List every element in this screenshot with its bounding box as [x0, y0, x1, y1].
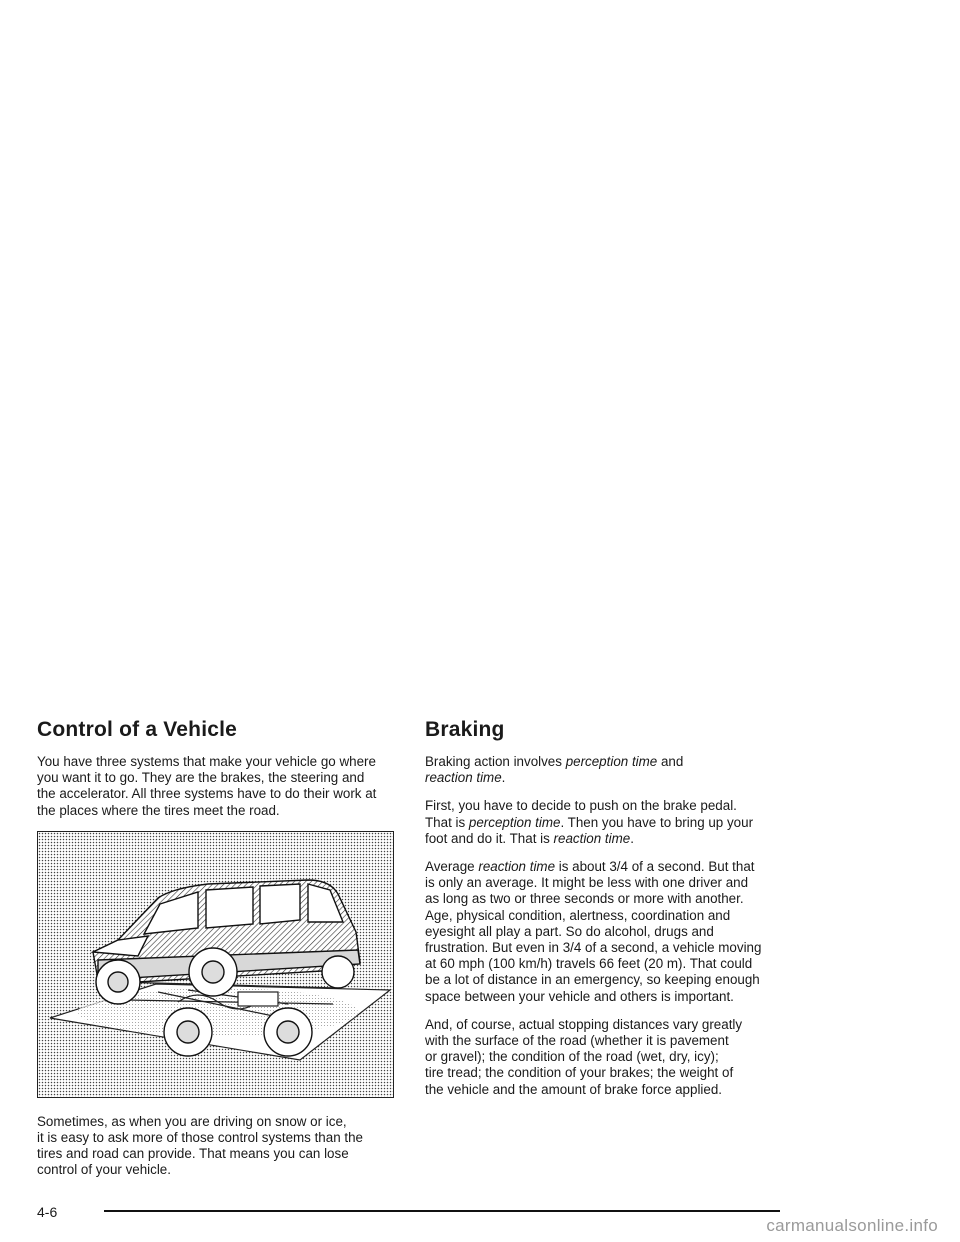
text-line: you want it to go. They are the brakes, the steering and [37, 770, 365, 786]
section-heading-braking: Braking [425, 718, 505, 741]
text-line: You have three systems that make your vehicle go where [37, 754, 376, 769]
text-line: frustration. But even in 3/4 of a second, a vehicle moving [425, 940, 762, 956]
text-line: Age, physical condition, alertness, coordination and [425, 907, 731, 923]
text-line: tires and road can provide. That means you can lose [37, 1146, 349, 1162]
text-line: Braking action involves perception time and [425, 754, 684, 769]
text-line: eyesight all play a part. So do alcohol, drugs and [425, 923, 714, 939]
page-number: 4-6 [37, 1204, 58, 1220]
text-line: Sometimes, as when you are driving on snow or ice, [37, 1113, 347, 1129]
text-line: at 60 mph (100 km/h) travels 66 feet (20 m). That could [425, 956, 753, 972]
text-line: And, of course, actual stopping distances vary greatly [425, 1016, 743, 1032]
text-line: foot and do it. That is reaction time. [425, 830, 634, 846]
text-line: with the surface of the road (whether it is pavement [425, 1033, 729, 1049]
text-line: the accelerator. All three systems have to do their work at [37, 786, 377, 802]
left-column [37, 714, 395, 1191]
text-line: First, you have to decide to push on the brake pedal. [425, 798, 737, 814]
stopping-distance-paragraph [425, 1017, 785, 1098]
right-column [425, 714, 785, 1110]
footer-divider [104, 1210, 780, 1212]
text-line: as long as two or three seconds or more with another. [425, 891, 744, 907]
text-line: control of your vehicle. [37, 1162, 171, 1178]
control-snow-paragraph [37, 1114, 395, 1179]
text-line: That is perception time. Then you have to bring up your [425, 814, 754, 830]
vehicle-illustration-svg [38, 832, 394, 1098]
braking-intro-paragraph [425, 754, 785, 786]
site-watermark: carmanualsonline.info [766, 1216, 938, 1235]
section-heading-control: Control of a Vehicle [37, 718, 238, 741]
text-line: space between your vehicle and others is important. [425, 988, 734, 1004]
vehicle-on-platform-illustration [37, 831, 394, 1098]
control-intro-paragraph [37, 754, 395, 819]
text-line: the places where the tires meet the road. [37, 802, 280, 818]
perception-paragraph [425, 798, 785, 847]
text-line: Average reaction time is about 3/4 of a second. But that [425, 859, 755, 875]
text-line: is only an average. It might be less with one driver and [425, 875, 749, 891]
text-line: or gravel); the condition of the road (wet, dry, icy); [425, 1049, 719, 1065]
text-line: the vehicle and the amount of brake force applied. [425, 1081, 723, 1097]
text-line: reaction time. [425, 770, 506, 786]
text-line: it is easy to ask more of those control systems than the [37, 1130, 363, 1146]
text-line: be a lot of distance in an emergency, so keeping enough [425, 972, 760, 988]
reaction-time-paragraph [425, 859, 785, 1005]
text-line: tire tread; the condition of your brakes; the weight of [425, 1065, 734, 1081]
